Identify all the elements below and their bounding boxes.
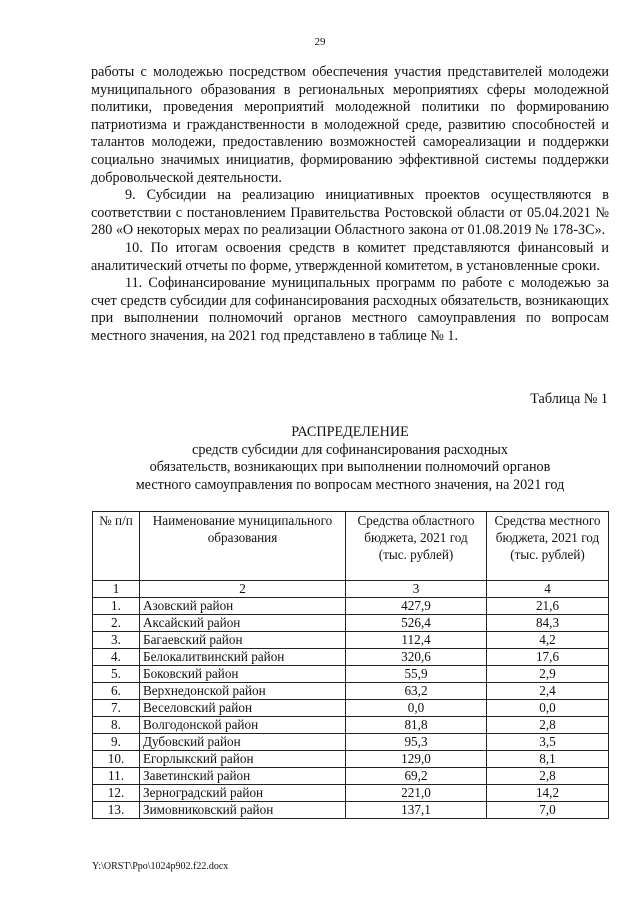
- table-row: [93, 649, 609, 666]
- local-budget-value: 2,8: [487, 768, 609, 785]
- table-row: [93, 802, 609, 819]
- municipality-name: Верхнедонской район: [140, 683, 346, 700]
- column-number: 4: [487, 581, 609, 598]
- municipality-name: Боковский район: [140, 666, 346, 683]
- municipality-name: Багаевский район: [140, 632, 346, 649]
- table-row: [93, 768, 609, 785]
- local-budget-value: 14,2: [487, 785, 609, 802]
- municipality-name: Дубовский район: [140, 734, 346, 751]
- local-budget-value: 8,1: [487, 751, 609, 768]
- header-municipality: Наименование муниципального образования: [140, 512, 346, 581]
- regional-budget-value: 137,1: [346, 802, 487, 819]
- row-number: 12.: [93, 785, 140, 802]
- regional-budget-value: 526,4: [346, 615, 487, 632]
- header-regional-funds: Средства областного бюджета, 2021 год (тыс. рублей): [346, 512, 487, 581]
- table-header-row: [93, 512, 609, 581]
- municipality-name: Белокалитвинский район: [140, 649, 346, 666]
- table-body: [93, 581, 609, 819]
- regional-budget-value: 129,0: [346, 751, 487, 768]
- regional-budget-value: 63,2: [346, 683, 487, 700]
- table-caption: Таблица № 1: [530, 391, 608, 407]
- paragraph-continuation: работы с молодежью посредством обеспечения участия представителей молодежи муниципального образования в региональных мероприятиях сферы молодежной политики, проведения мероприятий молодежной политики по формированию патриотизма и гражданственности в молодежной среде, развитию способностей и талантов молодежи, предоставлению возможностей самореализации и поддержки социально значимых инициатив, формированию эффективной системы поддержки добровольческой деятельности.: [91, 64, 609, 186]
- municipality-name: Заветинский район: [140, 768, 346, 785]
- table-row: [93, 700, 609, 717]
- row-number: 8.: [93, 717, 140, 734]
- row-number: 4.: [93, 649, 140, 666]
- header-number: № п/п: [93, 512, 140, 581]
- local-budget-value: 21,6: [487, 598, 609, 615]
- row-number: 10.: [93, 751, 140, 768]
- paragraph-11: 11. Софинансирование муниципальных программ по работе с молодежью за счет средств субсидии для софинансирования расходных обязательств, возникающих при выполнении полномочий органов местного самоуправления по вопросам местного значения, на 2021 год представлено в таблице № 1.: [91, 275, 609, 344]
- row-number: 1.: [93, 598, 140, 615]
- row-number: 11.: [93, 768, 140, 785]
- municipality-name: Веселовский район: [140, 700, 346, 717]
- row-number: 13.: [93, 802, 140, 819]
- municipality-name: Азовский район: [140, 598, 346, 615]
- table-row: [93, 666, 609, 683]
- regional-budget-value: 81,8: [346, 717, 487, 734]
- local-budget-value: 3,5: [487, 734, 609, 751]
- table-row: [93, 615, 609, 632]
- column-number: 3: [346, 581, 487, 598]
- distribution-table: [92, 511, 609, 819]
- local-budget-value: 2,8: [487, 717, 609, 734]
- body-text: [91, 64, 609, 346]
- local-budget-value: 0,0: [487, 700, 609, 717]
- local-budget-value: 7,0: [487, 802, 609, 819]
- distribution-heading: [0, 424, 640, 494]
- local-budget-value: 84,3: [487, 615, 609, 632]
- table-row: [93, 717, 609, 734]
- distribution-title: РАСПРЕДЕЛЕНИЕ: [291, 424, 409, 440]
- distribution-subtitle-line-2: обязательств, возникающих при выполнении полномочий органов: [149, 459, 551, 476]
- regional-budget-value: 320,6: [346, 649, 487, 666]
- local-budget-value: 4,2: [487, 632, 609, 649]
- row-number: 9.: [93, 734, 140, 751]
- distribution-subtitle-line-1: средств субсидии для софинансирования расходных: [192, 441, 508, 458]
- municipality-name: Егорлыкский район: [140, 751, 346, 768]
- table-row: [93, 683, 609, 700]
- page-number: 29: [314, 36, 326, 48]
- row-number: 7.: [93, 700, 140, 717]
- local-budget-value: 2,9: [487, 666, 609, 683]
- column-number: 2: [140, 581, 346, 598]
- table-row: [93, 632, 609, 649]
- regional-budget-value: 69,2: [346, 768, 487, 785]
- column-number-row: [93, 581, 609, 598]
- municipality-name: Волгодонской район: [140, 717, 346, 734]
- regional-budget-value: 0,0: [346, 700, 487, 717]
- paragraph-10: 10. По итогам освоения средств в комитет представляются финансовый и аналитический отчеты по форме, утвержденной комитетом, в установленные сроки.: [91, 239, 609, 274]
- column-number: 1: [93, 581, 140, 598]
- header-local-funds: Средства местного бюджета, 2021 год (тыс. рублей): [487, 512, 609, 581]
- row-number: 6.: [93, 683, 140, 700]
- municipality-name: Аксайский район: [140, 615, 346, 632]
- local-budget-value: 2,4: [487, 683, 609, 700]
- table-row: [93, 598, 609, 615]
- table-row: [93, 751, 609, 768]
- regional-budget-value: 55,9: [346, 666, 487, 683]
- regional-budget-value: 221,0: [346, 785, 487, 802]
- row-number: 2.: [93, 615, 140, 632]
- municipality-name: Зимовниковский район: [140, 802, 346, 819]
- footer-file-path: Y:\ORST\Ppo\1024p902.f22.docx: [92, 861, 229, 872]
- row-number: 3.: [93, 632, 140, 649]
- table-row: [93, 734, 609, 751]
- local-budget-value: 17,6: [487, 649, 609, 666]
- row-number: 5.: [93, 666, 140, 683]
- regional-budget-value: 427,9: [346, 598, 487, 615]
- distribution-subtitle-line-3: местного самоуправления по вопросам местного значения, на 2021 год: [135, 476, 565, 493]
- municipality-name: Зерноградский район: [140, 785, 346, 802]
- paragraph-9: 9. Субсидии на реализацию инициативных проектов осуществляются в соответствии с постановлением Правительства Ростовской области от 05.04.2021 № 280 «О некоторых мерах по реализации Областного закона от 01.08.2019 № 178-ЗС».: [91, 187, 609, 239]
- regional-budget-value: 95,3: [346, 734, 487, 751]
- regional-budget-value: 112,4: [346, 632, 487, 649]
- table-row: [93, 785, 609, 802]
